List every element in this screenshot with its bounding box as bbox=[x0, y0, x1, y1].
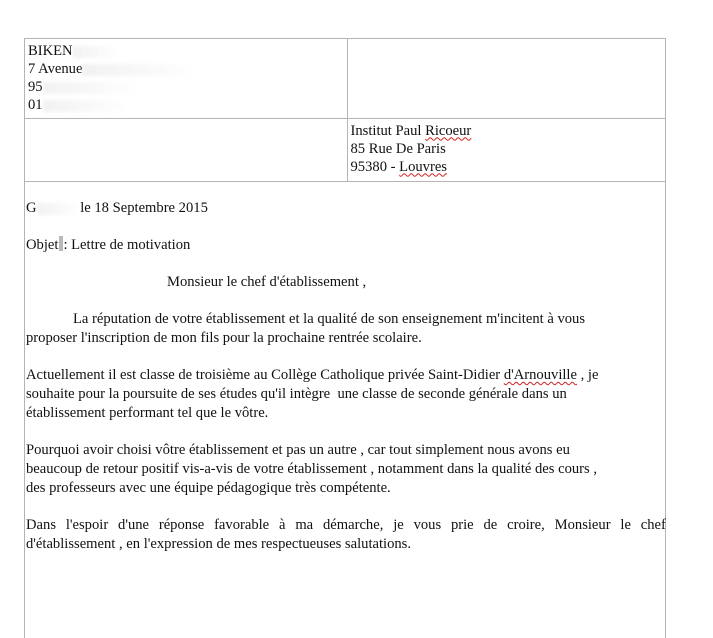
spellcheck-flagged-word[interactable]: Ricoeur bbox=[425, 122, 472, 139]
paragraph-line: des professeurs avec une équipe pédagogique très compétente. bbox=[26, 480, 391, 496]
paragraph-line-justified bbox=[26, 516, 666, 535]
paragraph-line: La réputation de votre établissement et la qualité de son enseignement m'incitent à vous bbox=[73, 311, 586, 327]
sender-address-line: 7 Avenue bbox=[28, 60, 344, 78]
empty-header-cell[interactable] bbox=[347, 39, 665, 118]
spellcheck-flagged-word[interactable]: Louvres bbox=[399, 158, 447, 175]
redacted-text bbox=[82, 64, 192, 76]
word: Monsieur bbox=[554, 517, 611, 533]
word: croire, bbox=[507, 517, 545, 533]
subject-line: Objet : Lettre de motivation bbox=[26, 237, 191, 253]
date-line: G le 18 Septembre 2015 bbox=[26, 200, 208, 216]
word: vous bbox=[413, 517, 442, 533]
sender-address-cell[interactable] bbox=[25, 39, 347, 118]
word: le bbox=[620, 517, 631, 533]
salutation: Monsieur le chef d'établissement , bbox=[167, 274, 367, 290]
word: de bbox=[483, 517, 498, 533]
address-header-table bbox=[25, 39, 665, 182]
letter-body[interactable] bbox=[26, 199, 666, 554]
sender-postal-line: 95 bbox=[28, 78, 344, 96]
word: favorable bbox=[214, 517, 270, 533]
paragraph-line: beaucoup de retour positif vis-a-vis de votre établissement , notamment dans la qualité des cours , bbox=[26, 461, 598, 477]
paragraph-line: Actuellement il est classe de troisième au Collège Catholique privée Saint-Didier d'Arnouville , je bbox=[26, 367, 599, 383]
paragraph-line: établissement performant tel que le vôtre. bbox=[26, 405, 269, 421]
word: ma bbox=[295, 517, 314, 533]
recipient-address-cell[interactable] bbox=[347, 118, 665, 181]
redacted-text bbox=[73, 46, 115, 58]
word: prie bbox=[450, 517, 474, 533]
word: Dans bbox=[26, 517, 56, 533]
word: d'une bbox=[118, 517, 150, 533]
spellcheck-flagged-word[interactable]: d'Arnouville bbox=[503, 367, 577, 383]
word: je bbox=[393, 517, 404, 533]
word: chef bbox=[640, 517, 666, 533]
recipient-street-line: 85 Rue De Paris bbox=[350, 140, 446, 157]
word: démarche, bbox=[322, 517, 384, 533]
word: à bbox=[279, 517, 286, 533]
paragraph-line: souhaite pour la poursuite de ses études qu'il intègre une classe de seconde générale dans un bbox=[26, 386, 567, 402]
paragraph-2 bbox=[26, 366, 666, 423]
word: l'espoir bbox=[65, 517, 109, 533]
redacted-text bbox=[43, 100, 123, 112]
redacted-text bbox=[43, 82, 133, 94]
sender-name-line: BIKEN bbox=[28, 42, 344, 60]
paragraph-line: proposer l'inscription de mon fils pour la prochaine rentrée scolaire. bbox=[26, 330, 422, 346]
paragraph-1 bbox=[26, 310, 666, 348]
redacted-text bbox=[37, 203, 77, 215]
paragraph-4-closing bbox=[26, 516, 666, 554]
sender-phone-line: 01 bbox=[28, 96, 344, 114]
recipient-name-line: Institut Paul Ricoeur bbox=[350, 122, 472, 139]
empty-header-cell[interactable] bbox=[25, 118, 347, 181]
paragraph-3 bbox=[26, 441, 666, 498]
document-page bbox=[24, 38, 666, 638]
header-row-sender bbox=[25, 39, 665, 118]
recipient-city-line: 95380 - Louvres bbox=[350, 158, 447, 175]
word: réponse bbox=[158, 517, 205, 533]
paragraph-line: Pourquoi avoir choisi vôtre établissement et pas un autre , car tout simplement nous avons eu bbox=[26, 442, 570, 458]
paragraph-line: d'établissement , en l'expression de mes respectueuses salutations. bbox=[26, 536, 412, 552]
header-row-recipient bbox=[25, 118, 665, 181]
